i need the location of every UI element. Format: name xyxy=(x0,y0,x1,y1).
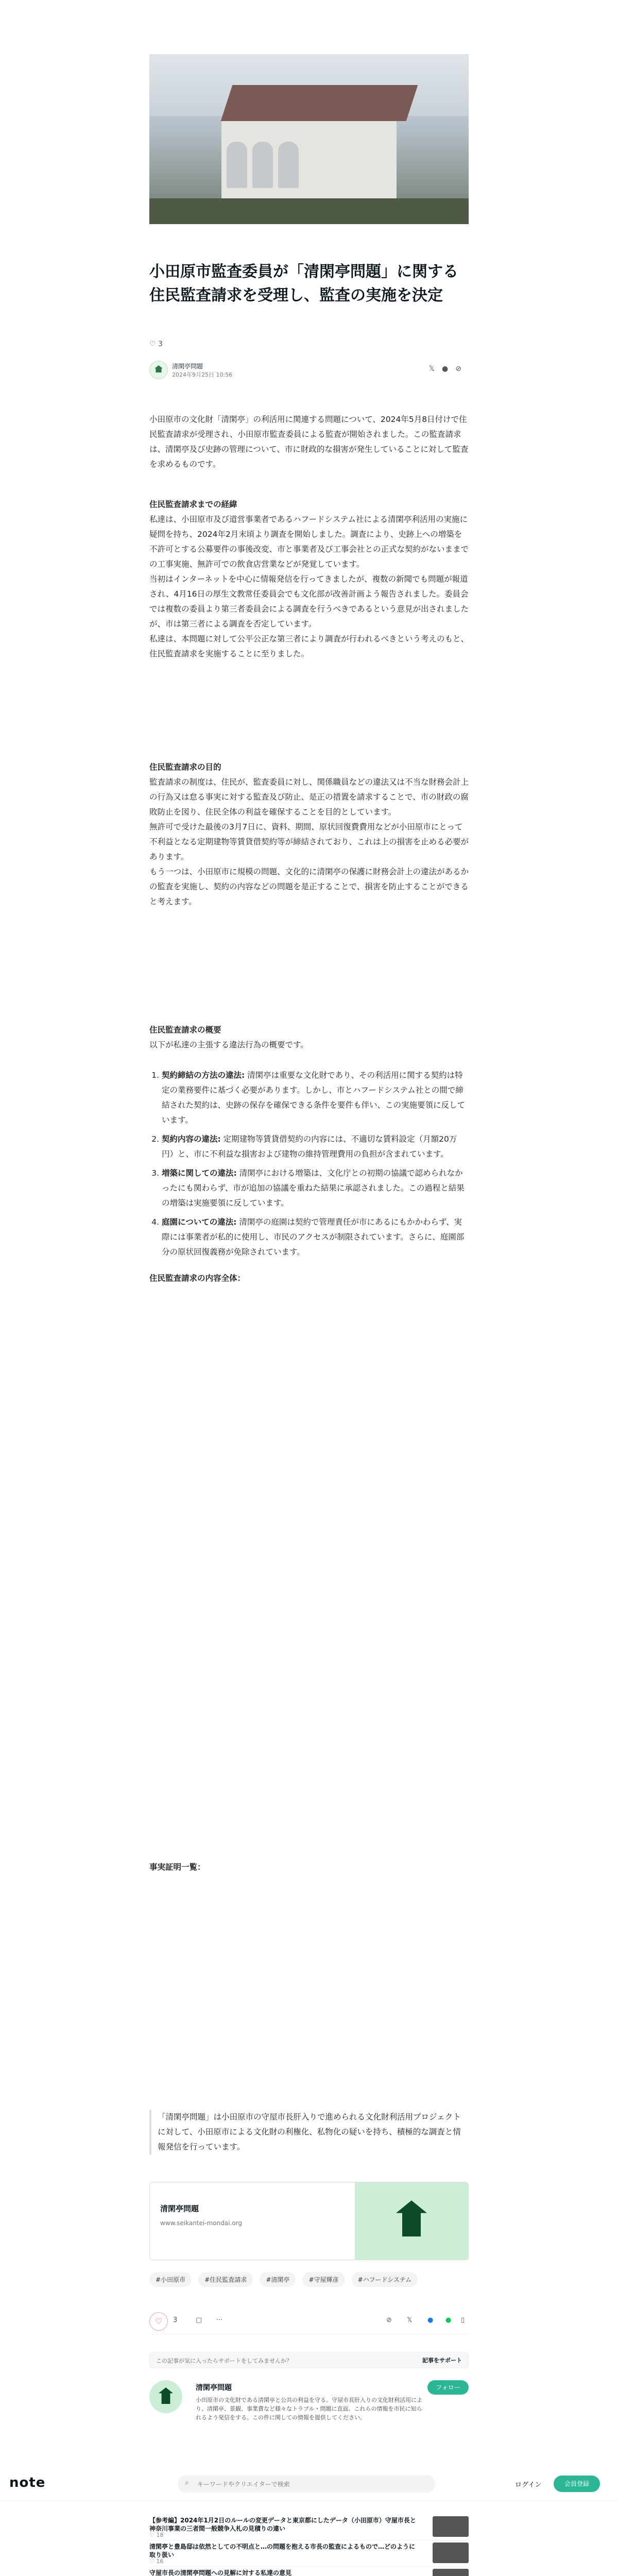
link-card-url: www.seikantei-mondai.org xyxy=(160,2219,243,2227)
tag[interactable]: #守屋輝彦 xyxy=(302,2272,345,2287)
site-header xyxy=(0,2468,618,2501)
support-text: この記事が気に入ったらサポートをしてみませんか？ xyxy=(156,2358,292,2364)
line-icon[interactable]: ● xyxy=(445,2316,452,2324)
thumbnail xyxy=(433,2543,469,2563)
x-icon[interactable]: 𝕏 xyxy=(407,2316,413,2324)
link-share-icon[interactable]: ⊘ xyxy=(455,365,469,373)
article-title: 小田原市監査委員が「清閑亭問題」に関する住民監査請求を受理し、監査の実施を決定 xyxy=(149,263,458,304)
list-item[interactable]: 守屋市長の清閑亭問題への見解に対する私達の意見 xyxy=(149,2567,469,2576)
like-count[interactable]: ♡ 3 xyxy=(149,340,163,348)
profile-name[interactable]: 清閑亭問題 xyxy=(196,2384,232,2392)
author-profile xyxy=(149,2380,469,2442)
comment-icon[interactable]: ▢ xyxy=(196,2316,202,2324)
support-button[interactable]: 記事をサポート xyxy=(422,2357,462,2364)
section-heading: 住民監査請求の概要 xyxy=(149,1025,221,1035)
like-count-bottom: 3 xyxy=(173,2316,178,2324)
post-date: 2024年9月25日 10:56 xyxy=(172,371,233,378)
tag-list xyxy=(149,2272,469,2287)
follow-button[interactable]: フォロー xyxy=(427,2380,469,2395)
share-icons xyxy=(429,365,469,373)
section-evidence xyxy=(149,1860,469,1875)
search-icon: ⌕ xyxy=(185,2479,189,2487)
tag[interactable]: #住民監査請求 xyxy=(198,2272,253,2287)
author-row xyxy=(149,361,469,381)
link-icon[interactable]: ⊘ xyxy=(386,2316,392,2324)
violation-list xyxy=(149,1068,469,1260)
author-quote: 「清閑亭問題」は小田原市の守屋市長肝入りで進められる文化財利活用プロジェクトに対して、小田原市による文化財の利権化、私物化の疑いを持ち、積極的な調査と情報発信を行っています。 xyxy=(149,2110,469,2155)
list-item: 3. 増築に関しての違法: 清閑亭における増築は、文化庁との初期の協議で認められなかったにも関わらず、市が追加の協議を重ねた結果に承認されました。この過程と結果の増築は実施要領に反しています。 xyxy=(162,1166,469,1211)
external-link-card[interactable] xyxy=(149,2182,469,2260)
profile-avatar[interactable] xyxy=(149,2380,182,2413)
section-heading: 住民監査請求の目的 xyxy=(149,762,221,772)
thumbnail xyxy=(433,2569,469,2576)
profile-description: 小田原市の文化財である清閑亭と公共の利益を守る。守屋市長肝入りの文化財利活用により、清閑亭、景観、事業費など様々なトラブル・問題に直面。これらの情報を市民に知られるよう発信をする。この件に関しての情報を提供してください。 xyxy=(196,2397,422,2421)
thumbnail xyxy=(433,2516,469,2537)
link-card-image xyxy=(355,2182,468,2260)
more-icon[interactable]: ··· xyxy=(216,2316,223,2324)
related-articles xyxy=(149,2514,469,2576)
section-heading: 事実証明一覧： xyxy=(149,1862,205,1872)
list-item: 1. 契約締結の方法の違法: 清閑亭は重要な文化財であり、その利活用に関する契約は特定の業務要件に基づく必要があります。しかし、市とハフードシステム社との間で締結された契約は、史跡の保存を確保できる条件を要件も伴い、この実施要領に反しています。 xyxy=(162,1068,469,1128)
facebook-share-icon[interactable]: ● xyxy=(442,365,456,373)
section-purpose: 住民監査請求の目的 監査請求の制度は、住民が、監査委員に対し、関係職員などの違法又は不当な財務会計上の行為又は怠る事実に対する監査及び防止、是正の措置を請求することで、市の財政の腐敗防止を図り、住民全体の利益を確保することを目的としています。 無許可で受けた最後の3月7日に、資料、期間、原状回復費費用などが小田原市にとって不利益となる定期建物等賃貸借契約等が締結されており、これは上の損害を止める必要があります。 もう一つは、小田原市に規模の問題、文化的に清閑亭の保護に財務会計上の違法があるかの監査を実施し、契約の内容などの問題を是正することで、損害を防止することができると考えます。 xyxy=(149,760,469,909)
heart-icon[interactable]: ♡ xyxy=(149,2312,168,2331)
search-bar xyxy=(178,2475,435,2493)
section-heading: 住民監査請求の内容全体： xyxy=(149,1274,246,1283)
article-hero-image xyxy=(149,54,469,224)
list-item: 2. 契約内容の違法: 定期建物等賃貸借契約の内容には、不適切な賃料設定（月額20万円）と、市に不利益な損害および建物の維持管理費用の負担が含まれています。 xyxy=(162,1132,469,1162)
signup-button[interactable]: 会員登録 xyxy=(554,2476,600,2492)
author-name[interactable]: 清閑亭問題 xyxy=(172,363,203,370)
section-history: 住民監査請求までの経緯 私達は、小田原市及び道営事業者であるハフードシステム社による清閑亭利活用の実施に疑問を持ち、2024年2月末頃より調査を開始しました。調査により、史跡上への増築を不許可とする公募要件の事後改変、市と事業者及び工事会社との正式な契約がないままでの工事実施、無許可での飲食店営業などが発覚しています。 当初はインターネットを中心に情報発信を行ってきましたが、複数の新聞でも問題が報道され、4月16日の厚生文教常任委員会でも文化部が改善計画よう報告されました。委員会では複数の委員より第三者委員会による調査を行うべきであるという意見が出されましたが、市は第三者による調査を否定しています。 私達は、本問題に対して公平公正な第三者により調査が行われるべきという考えのもと、住民監査請求を実施することに至りました。 xyxy=(149,497,469,662)
login-link[interactable]: ログイン xyxy=(515,2481,542,2489)
author-avatar[interactable] xyxy=(149,361,168,379)
list-item[interactable]: 【参考編】2024年1月2日のルールの変更データと東京都にしたデータ（小田原市）守屋市長と神奈川事業の三者間一般競争入札の見積りの違い ♡ 18 xyxy=(149,2514,469,2540)
x-share-icon[interactable]: 𝕏 xyxy=(428,365,442,373)
facebook-icon[interactable]: ● xyxy=(427,2316,434,2324)
tag[interactable]: #小田原市 xyxy=(149,2272,192,2287)
list-item[interactable]: 清閑亭と豊島邸は依然としての不明点と…の問題を抱える市長の監査によるもので…どのように取り扱い ♡ 16 xyxy=(149,2540,469,2567)
note-logo[interactable]: note xyxy=(9,2475,46,2490)
link-card-title: 清閑亭問題 xyxy=(160,2204,199,2213)
tag[interactable]: #清閑亭 xyxy=(260,2272,296,2287)
article-actions xyxy=(149,2308,469,2334)
article-intro: 小田原市の文化財「清閑亭」の利活用に関連する問題について、2024年5月8日付けで住民監査請求が受理され、小田原市監査委員による監査が開始されました。この監査請求は、清閑亭及び史跡の管理について、市に財政的な損害が発生していることに対して監査を求めるものです。 xyxy=(149,415,469,469)
section-summary: 住民監査請求の概要 以下が私達の主張する違法行為の概要です。 1. 契約締結の方法の違法: 清閑亭は重要な文化財であり、その利活用に関する契約は特定の業務要件に基づく必要があります。しかし、市とハフードシステム社との間で締結された契約は、史跡の保存を確保できる条件を要件も伴い、この実施要領に反しています。 2. 契約内容の違法: 定期建物等賃貸借契約の内容には、不適切な賃料設定（月額20万円）と、市に不利益な損害および建物の維持管理費用の負担が含まれています。 3. 増築に関しての違法: 清閑亭における増築は、文化庁との初期の協議で認められなかったにも関わらず、市が追加の協議を重ねた結果に承認されました。この過程と結果の増築は実施要領に反しています。 4. 庭園についての違法: 清閑亭の庭園は契約で管理責任が市にあるにもかかわらず、実際には事業者が私的に使用し、市民のアクセスが制限されています。さらに、庭園部分の原状回復義務が免除されています。 住民監査請求の内容全体： xyxy=(149,1023,469,1286)
tag[interactable]: #ハフードシステム xyxy=(352,2272,418,2287)
bookmark-icon[interactable]: ▯ xyxy=(461,2316,465,2324)
support-banner xyxy=(149,2352,469,2368)
section-heading: 住民監査請求までの経緯 xyxy=(149,500,237,509)
search-input[interactable] xyxy=(196,2478,425,2490)
list-item: 4. 庭園についての違法: 清閑亭の庭園は契約で管理責任が市にあるにもかかわらず、実際には事業者が私的に使用し、市民のアクセスが制限されています。さらに、庭園部分の原状回復義務が免除されています。 xyxy=(162,1215,469,1260)
